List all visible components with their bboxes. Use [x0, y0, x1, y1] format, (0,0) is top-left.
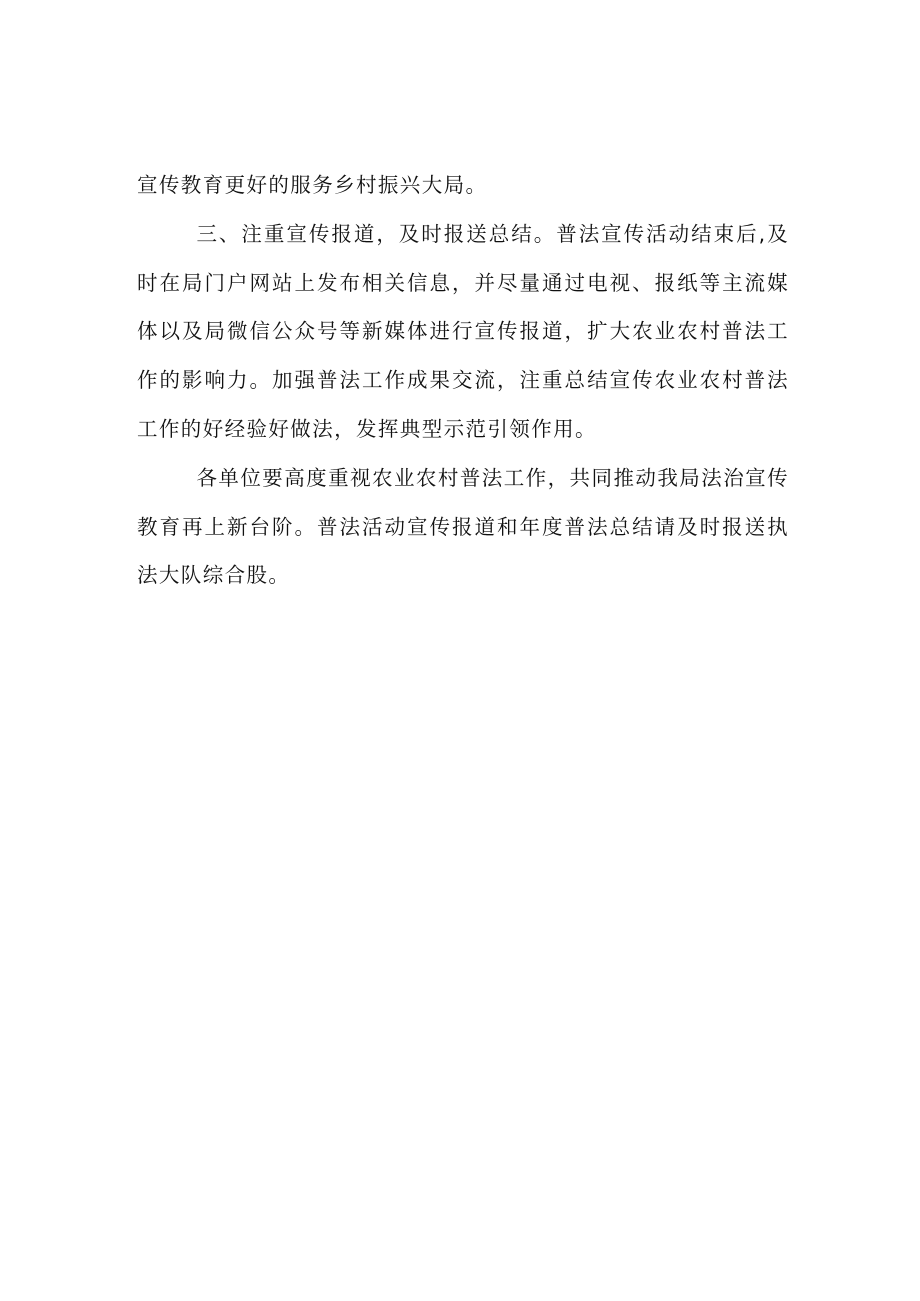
document-body [137, 161, 789, 600]
paragraph-continuation: 宣传教育更好的服务乡村振兴大局。 [137, 173, 488, 197]
paragraph-closing-request: 各单位要高度重视农业农村普法工作，共同推动我局法治宣传教育再上新台阶。普法活动宣传报道和年度普法总结请及时报送执法大队综合股。 [137, 465, 789, 588]
paragraph-section-three: 三、注重宣传报道，及时报送总结。普法宣传活动结束后,及时在局门户网站上发布相关信息，并尽量通过电视、报纸等主流媒体以及局微信公众号等新媒体进行宣传报道，扩大农业农村普法工作的影响力。加强普法工作成果交流，注重总结宣传农业农村普法工作的好经验好做法，发挥典型示范引领作用。 [137, 221, 789, 441]
